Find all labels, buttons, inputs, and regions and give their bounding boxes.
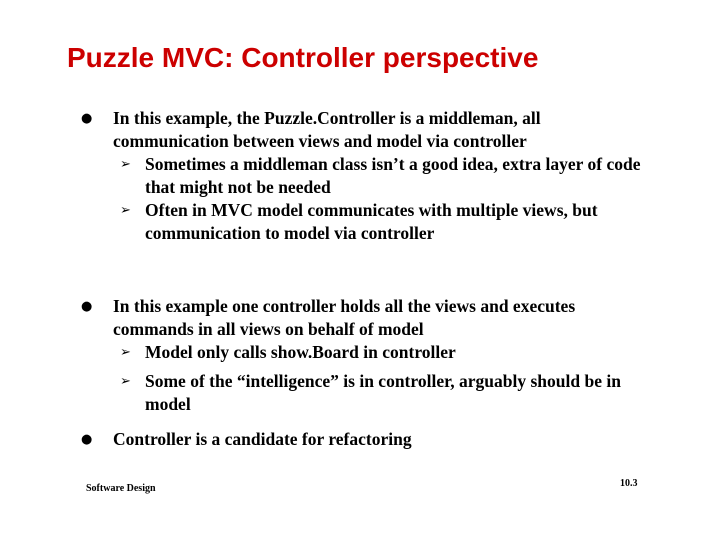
subbullet-1-1-text: Sometimes a middleman class isn’t a good idea, extra layer of code that might not be needed	[145, 154, 641, 197]
subbullet-1-2-text: Often in MVC model communicates with multiple views, but communication to model via controller	[145, 200, 598, 243]
subbullet-2-1	[113, 341, 641, 364]
slide-title: Puzzle MVC: Controller perspective	[67, 42, 539, 73]
bullet-1	[81, 107, 641, 245]
bullet-dot-icon: ●	[81, 299, 93, 314]
bullet-2	[81, 295, 641, 416]
subbullet-2-2	[113, 370, 641, 416]
bullet-2-text: In this example one controller holds all the views and executes commands in all views on behalf of model	[113, 296, 576, 339]
subbullet-1-2	[113, 199, 641, 245]
footer-label: Software Design	[86, 483, 156, 494]
subbullet-1-1	[113, 153, 641, 199]
arrow-bullet-icon: ➢	[120, 203, 131, 218]
bullet-3	[81, 428, 641, 451]
page-number: 10.3	[620, 478, 638, 489]
arrow-bullet-icon: ➢	[120, 157, 131, 172]
arrow-bullet-icon: ➢	[120, 374, 131, 389]
subbullet-2-2-text: Some of the “intelligence” is in controller, arguably should be in model	[145, 371, 621, 414]
bullet-3-text: Controller is a candidate for refactoring	[113, 429, 412, 449]
bullet-1-text: In this example, the Puzzle.Controller is a middleman, all communication between views and model via controller	[113, 108, 541, 151]
subbullet-2-1-text: Model only calls show.Board in controller	[145, 342, 456, 362]
bullet-dot-icon: ●	[81, 432, 93, 447]
arrow-bullet-icon: ➢	[120, 345, 131, 360]
bullet-dot-icon: ●	[81, 111, 93, 126]
